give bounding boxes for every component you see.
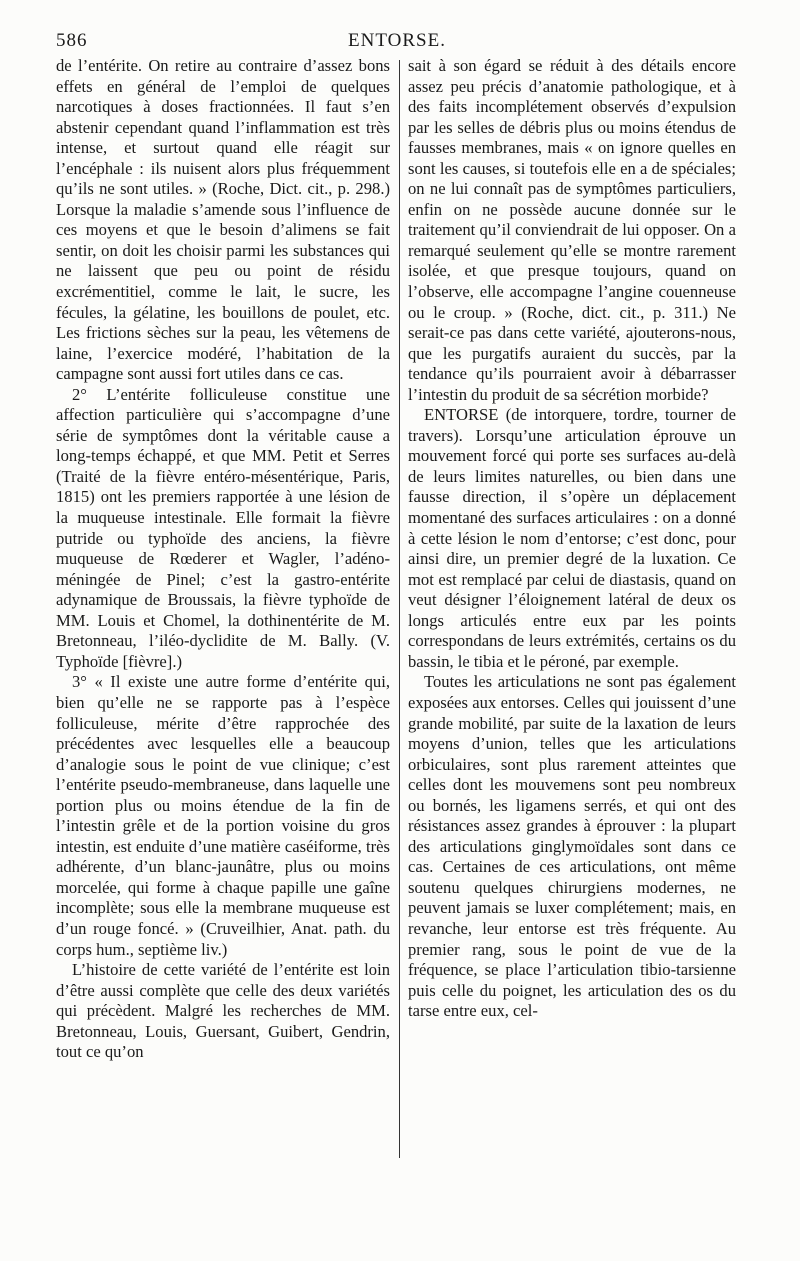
- paragraph-histoire-variete: L’histoire de cette variété de l’entérite est loin d’être aussi complète que celle des deux variétés qui précèdent. Malgré les recherches de MM. Bretonneau, Louis, Guersant, Guibert, Gendrin, tout ce qu’on: [56, 960, 390, 1062]
- paragraph-enterite-folliculeuse: 2° L’entérite folliculeuse constitue une affection particulière qui s’accompagne d’une série de symptômes dont la véritable cause a long-temps échappé, et que MM. Petit et Serres (Traité de la fièvre entéro-mésentérique, Paris, 1815) ont les premiers rapportée à une lésion de la muqueuse intestinale. Elle formait la fièvre putride ou typhoïde des anciens, la fièvre muqueuse de Rœderer et Wagler, l’adéno-méningée de Pinel; c’est la gastro-entérite adynamique de Broussais, la fièvre typhoïde de MM. Louis et Chomel, la dothinentérite de M. Bretonneau, l’iléo-dyclidite de M. Bally. (V. Typhoïde [fièvre].): [56, 384, 390, 671]
- running-title: ENTORSE.: [348, 30, 446, 51]
- paragraph-enterite-pseudo-membraneuse: 3° « Il existe une autre forme d’entérite qui, bien qu’elle ne se rapporte pas à l’espèce folliculeuse, mérite d’être rapprochée des précédentes avec lesquelles elle a beaucoup d’analogie sous le point de vue clinique; c’est l’entérite pseudo-membraneuse, dans laquelle une portion plus ou moins étendue de la fin de l’intestin grêle et de la portion voisine du gros intestin, est enduite d’une matière caséiforme, très adhérente, d’un blanc-jaunâtre, plus ou moins morcelée, qui forme à chaque papille une gaîne incomplète; sous elle la membrane muqueuse est d’un rouge foncé. » (Cruveilhier, Anat. path. du corps hum., septième liv.): [56, 672, 390, 959]
- left-column: [56, 56, 390, 1063]
- paragraph-entorse-definition: ENTORSE (de intorquere, tordre, tourner de travers). Lorsqu’une articulation éprouve un mouvement forcé qui porte ses surfaces au-delà de leurs limites naturelles, ou bien dans une fausse direction, il s’opère un déplacement momentané des surfaces articulaires : on a donné à cette lésion le nom d’entorse; c’est donc, pour ainsi dire, un premier degré de la luxation. Ce mot est remplacé par celui de diastasis, quand on veut désigner l’éloignement latéral de deux os longs articulés entre eux par les points correspondans de leurs extrémités, certains os du bassin, le tibia et le péroné, par exemple.: [408, 405, 736, 671]
- right-column: [408, 56, 736, 1022]
- column-divider: [399, 60, 400, 1158]
- page-number: 586: [56, 30, 88, 51]
- paragraph-continuation: sait à son égard se réduit à des détails encore assez peu précis d’anatomie pathologique, et à des faits incomplétement observés d’expulsion par les selles de débris plus ou moins étendus de fausses membranes, mais « on ignore quelles en sont les causes, si toutefois elle en a de spéciales; on ne lui connaît pas de symptômes particuliers, enfin on ne possède aucune donnée sur le traitement qu’il conviendrait de lui opposer. On a remarqué seulement qu’elle se montre rarement isolée, et que presque toujours, quand on l’observe, elle accompagne l’angine couenneuse ou le croup. » (Roche, dict. cit., p. 311.) Ne serait-ce pas dans cette variété, ajouterons-nous, que les purgatifs auraient du succès, par la tendance qu’ils pourraient avoir à débarrasser l’intestin du produit de sa sécrétion morbide?: [408, 56, 736, 404]
- paragraph-articulations: Toutes les articulations ne sont pas également exposées aux entorses. Celles qui jouissent d’une grande mobilité, par suite de la laxation de leurs moyens d’union, telles que les articulations orbiculaires, sont plus rarement atteintes que celles dont les mouvemens sont peu nombreux ou bornés, les ligamens serrés, et qui ont des résistances assez grandes à éprouver : la plupart des articulations ginglymoïdales sont dans ce cas. Certaines de ces articulations, ont même soutenu quelques chirurgiens modernes, ne peuvent jamais se luxer complétement; mais, en revanche, leur entorse est très fréquente. Au premier rang, sous le point de vue de la fréquence, se place l’articulation tibio-tarsienne puis celle du poignet, les articulation des os du tarse entre eux, cel-: [408, 672, 736, 1021]
- running-header: [56, 30, 738, 54]
- paragraph-narcotics: de l’entérite. On retire au contraire d’assez bons effets en général de l’emploi de quelques narcotiques à doses fractionnées. Il faut s’en abstenir cependant quand l’inflammation est très intense, et surtout quand elle réagit sur l’encéphale : ils nuisent alors plus fréquemment qu’ils ne sont utiles. » (Roche, Dict. cit., p. 298.) Lorsque la maladie s’amende sous l’influence de ces moyens et que le besoin d’alimens se fait sentir, on doit les choisir parmi les substances qui ne laissent que peu ou point de résidu excrémentitiel, comme le lait, le sucre, les fécules, la gélatine, les bouillons de poulet, etc. Les frictions sèches sur la peau, les vêtemens de laine, l’exercice modéré, l’habitation de la campagne sont aussi fort utiles dans ce cas.: [56, 56, 390, 384]
